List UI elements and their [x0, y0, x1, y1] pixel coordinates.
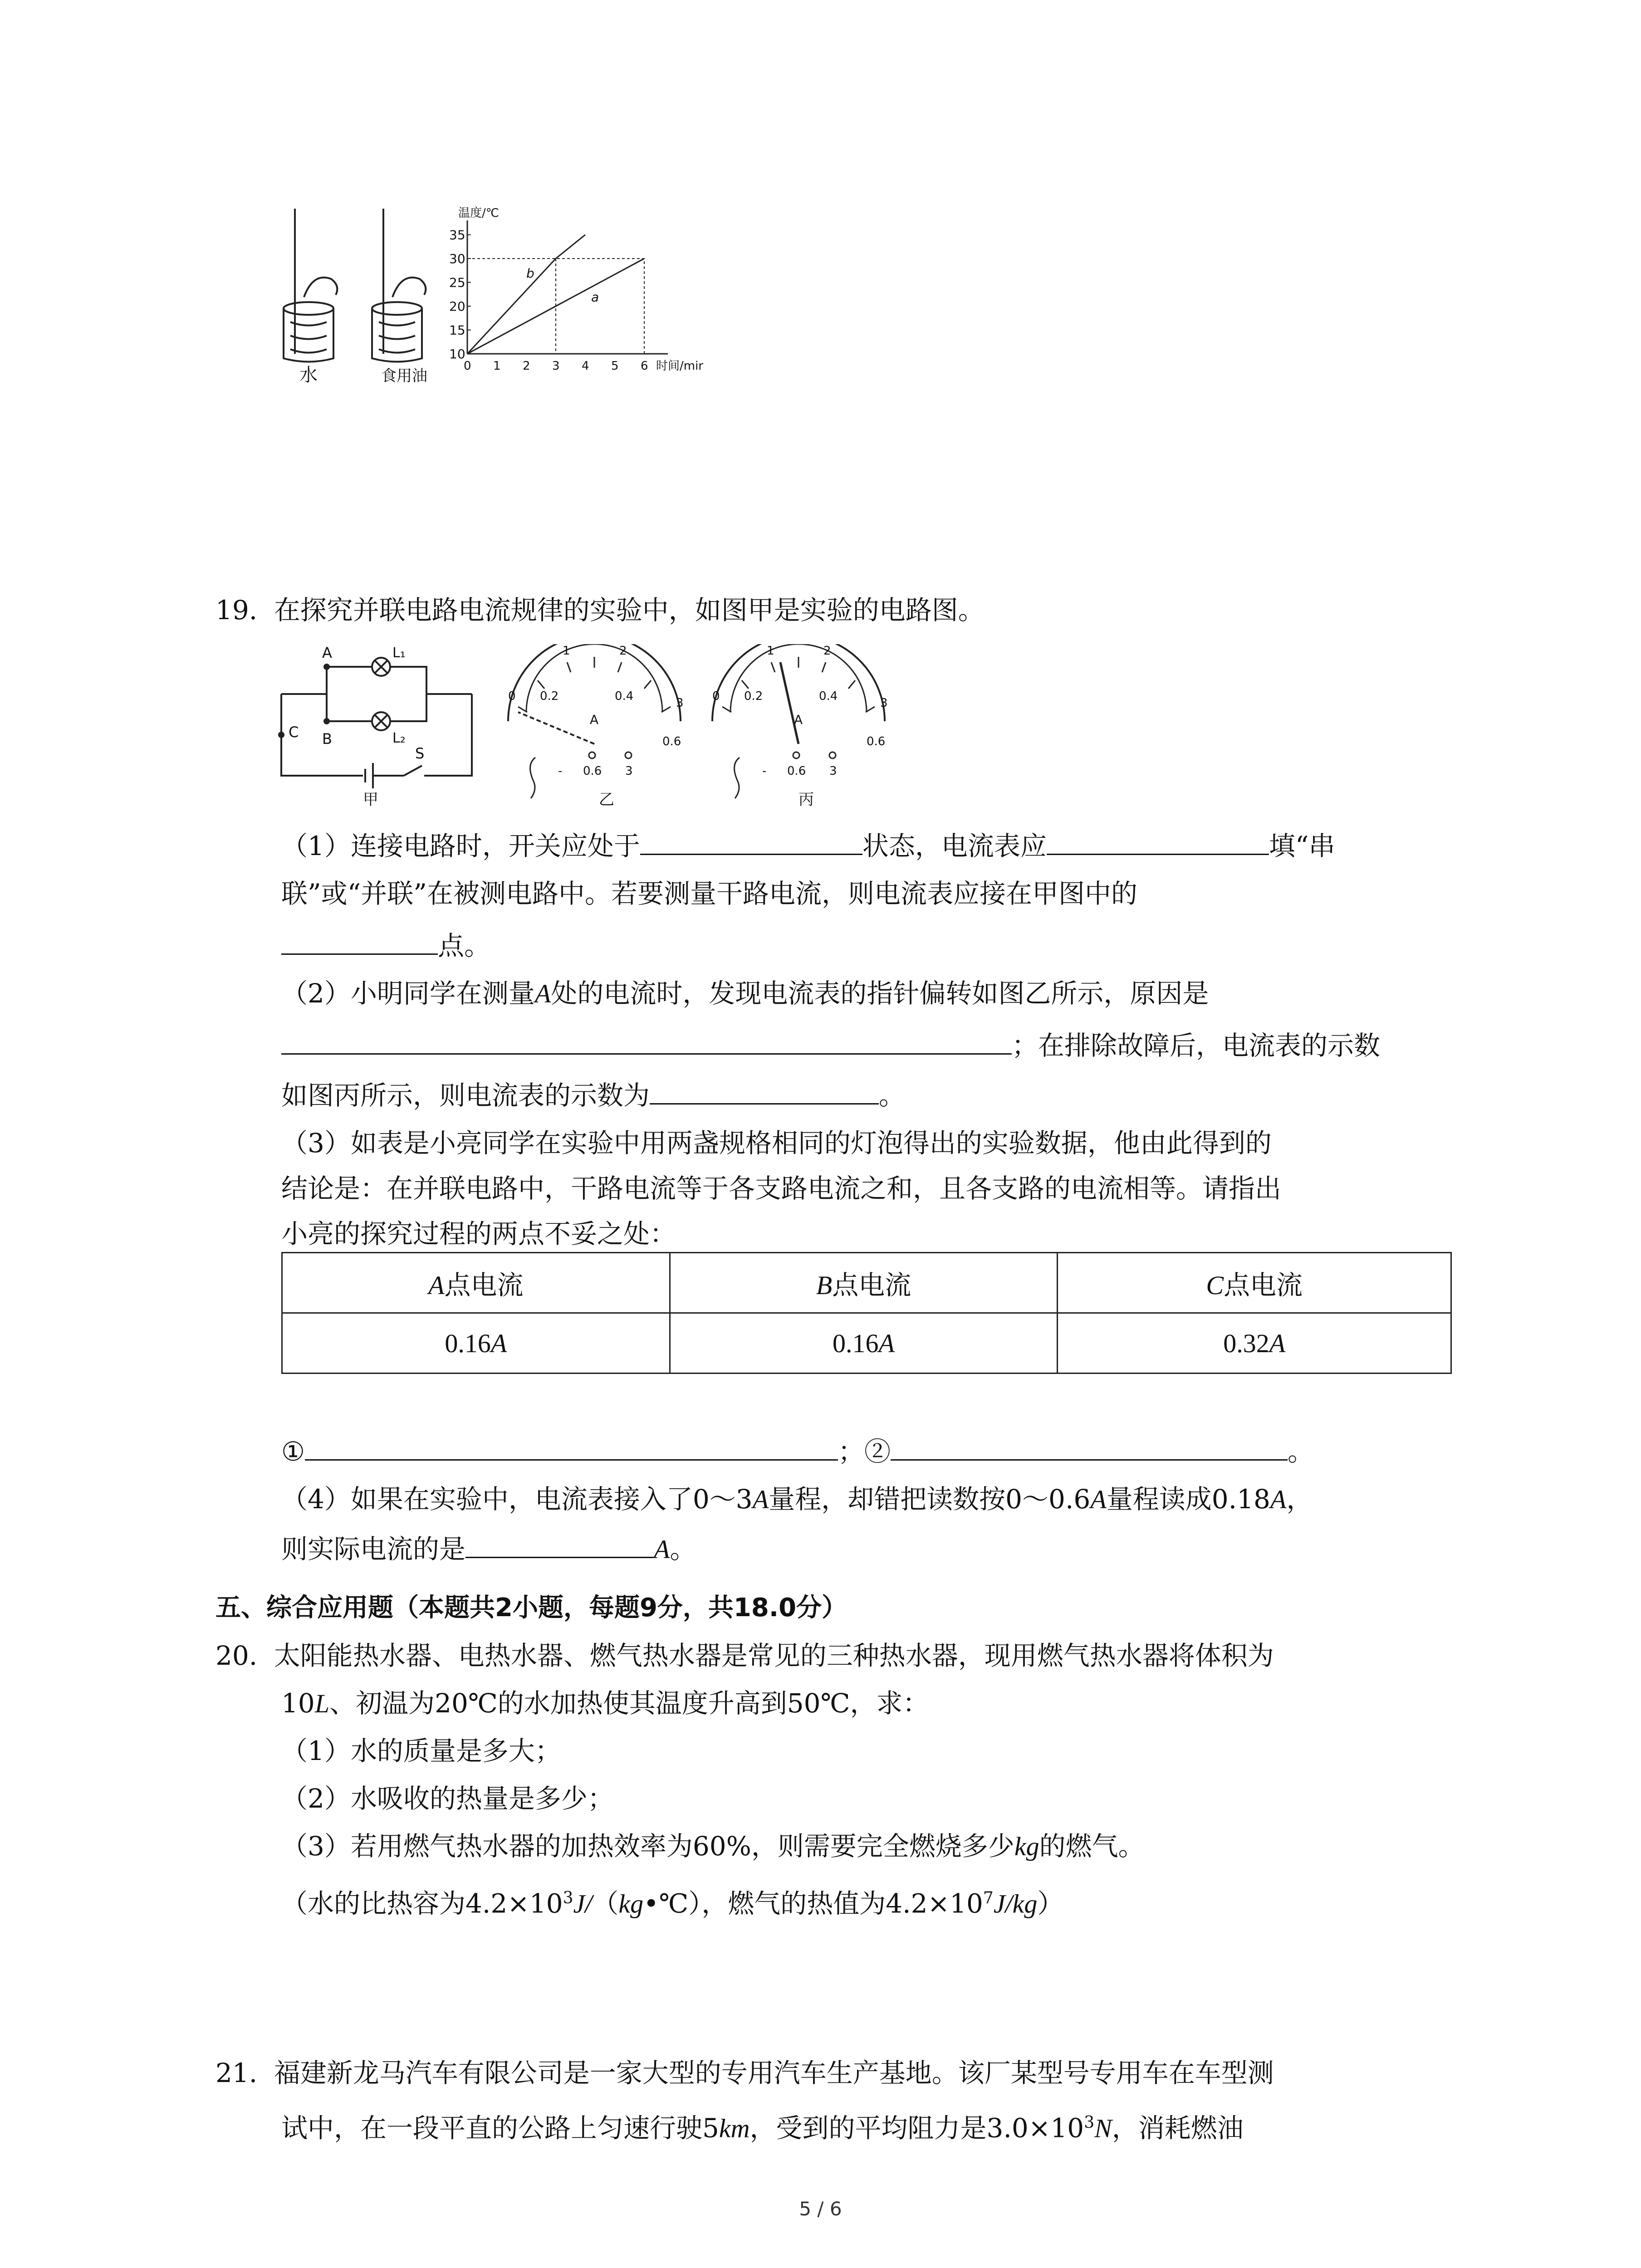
- answer-blank-actual-current[interactable]: [465, 1529, 654, 1558]
- ammeter-bing-tick-3: 3: [880, 696, 888, 710]
- table-row: [282, 1313, 1451, 1374]
- answer-end: 。: [1288, 1436, 1314, 1467]
- q19-part1-text-line2: 联”或“并联”在被测电路中。若要测量干路电流，则电流表应接在甲图中的: [281, 878, 1137, 909]
- x-tick-label: 2: [523, 359, 530, 373]
- beaker-water: [284, 209, 337, 362]
- table-cell: 0.16A: [670, 1313, 1058, 1374]
- q19-part2-text-line2: ；在排除故障后，电流表的示数: [1012, 1030, 1381, 1061]
- x-tick-label: 1: [493, 359, 501, 373]
- q19-part1-line3: [281, 925, 490, 964]
- ammeter-bing: [699, 644, 898, 807]
- temperature-graph: [449, 206, 703, 373]
- q20-number: 20.: [216, 1640, 258, 1671]
- q19-number: 19.: [216, 595, 258, 626]
- circuit-label-l1: L₁: [392, 645, 406, 661]
- y-axis-title: 温度/℃: [458, 206, 499, 220]
- ammeter-bing-tick-0: 0: [712, 689, 720, 703]
- x-axis-title: 时间/min: [656, 359, 703, 373]
- q21-line1: [216, 2055, 1274, 2091]
- answer-blank-reason[interactable]: [281, 1025, 1012, 1055]
- circuit-caption: 甲: [363, 791, 378, 809]
- ammeter-yi-caption: 乙: [599, 791, 614, 809]
- beaker-oil: [372, 209, 426, 362]
- q19-part3-text-line2: 结论是：在并联电路中，干路电流等于各支路电流之和，且各支路的电流相等。请指出: [281, 1173, 1282, 1204]
- q20-line2: 10L、初温为20℃的水加热使其温度升高到50℃，求：: [281, 1688, 929, 1719]
- q19-part4-line2: 则实际电流的是 A。: [281, 1529, 696, 1568]
- ammeter-bing-terminal-0.6: 0.6: [787, 764, 806, 778]
- answer-mark-1: ①: [281, 1436, 305, 1467]
- ammeter-yi-tick-3: 3: [676, 696, 684, 710]
- q19-part3-answers: [281, 1431, 1314, 1470]
- q19-part1-text-a: （1）连接电路时，开关应处于: [281, 831, 640, 861]
- q19-part1-text-line3: 点。: [438, 930, 491, 961]
- table-header-cell: B点电流: [670, 1253, 1058, 1313]
- q19-part4-text-end: 。: [670, 1534, 696, 1564]
- ammeter-bing-terminal-3: 3: [829, 764, 837, 778]
- ammeter-bing-tick-2: 2: [823, 644, 831, 658]
- ammeter-yi: [495, 644, 694, 807]
- q20-part1: （1）水的质量是多大；: [281, 1735, 561, 1766]
- answer-blank-flaw-1[interactable]: [305, 1431, 838, 1461]
- q20-line1: [216, 1637, 1274, 1674]
- q18-figure-drawing: [272, 200, 703, 399]
- q20-part2: （2）水吸收的热量是多少；: [281, 1783, 614, 1814]
- x-tick-label: 4: [582, 359, 589, 373]
- q19-part3-text-line1: （3）如表是小亮同学在实验中用两盏规格相同的灯泡得出的实验数据，他由此得到的: [281, 1128, 1272, 1158]
- table-cell: 0.32A: [1058, 1313, 1451, 1374]
- q19-part2-text-b: 处的电流时，发现电流表的指针偏转如图乙所示，原因是: [551, 978, 1209, 1009]
- q21-number: 21.: [216, 2058, 258, 2088]
- y-tick-label: 10: [449, 347, 465, 362]
- table-cell: 0.16A: [282, 1313, 670, 1374]
- ammeter-bing-terminal-neg: -: [762, 764, 767, 778]
- ammeter-yi-tick-2: 2: [619, 644, 627, 658]
- ammeter-bing-tick-0.4: 0.4: [819, 689, 838, 703]
- y-tick-label: 20: [449, 299, 465, 314]
- series-line-b: [467, 235, 585, 354]
- q19-part4-text-c: 量程读成0.18: [1106, 1484, 1270, 1515]
- q20-text-line1: 太阳能热水器、电热水器、燃气热水器是常见的三种热水器，现用燃气热水器将体积为: [274, 1640, 1274, 1671]
- answer-blank-ammeter-reading[interactable]: [650, 1075, 879, 1105]
- q19-part2-line1: [281, 975, 1209, 1012]
- circuit-label-s: S: [415, 745, 425, 762]
- current-data-table: [281, 1252, 1452, 1374]
- circuit-label-c: C: [289, 723, 299, 741]
- circuit-diagram-jia: [272, 644, 485, 807]
- q19-part1-line1: [281, 826, 1335, 864]
- ammeter-bing-caption: 丙: [798, 791, 814, 809]
- ammeter-yi-terminal-3: 3: [625, 764, 633, 778]
- q19-part4-text-b: 量程，却错把读数按0～0.6: [769, 1484, 1091, 1515]
- q19-part3-text-line3: 小亮的探究过程的两点不妥之处：: [281, 1218, 676, 1249]
- q19-part1-text-b: 状态，电流表应: [862, 831, 1047, 861]
- ammeter-yi-terminal-neg: -: [558, 764, 563, 778]
- q19-part4-text-a: （4）如果在实验中，电流表接入了0～3: [281, 1484, 753, 1515]
- q19-stem: [216, 592, 985, 628]
- q19-part2-text-line3: 如图丙所示，则电流表的示数为: [281, 1080, 650, 1111]
- q19-part4-text-d: ，: [1286, 1484, 1313, 1515]
- q19-stem-text: 在探究并联电路电流规律的实验中，如图甲是实验的电路图。: [274, 595, 985, 626]
- y-tick-label: 25: [449, 275, 465, 290]
- table-header-row: [282, 1253, 1451, 1313]
- q19-part2-line2: [281, 1025, 1380, 1064]
- q18-figure: [272, 200, 703, 399]
- ammeter-yi-terminal-0.6: 0.6: [583, 764, 602, 778]
- x-tick-label: 6: [641, 359, 648, 373]
- q19-part3-line2: [281, 1170, 1281, 1207]
- table-header-cell: C点电流: [1058, 1253, 1451, 1313]
- page-number: 5 / 6: [799, 2198, 842, 2220]
- q20-part3: （3）若用燃气热水器的加热效率为60%，则需要完全燃烧多少kg的燃气。: [281, 1831, 1145, 1862]
- x-tick-label: 3: [552, 359, 560, 373]
- series-label-a: a: [591, 289, 599, 305]
- q19-part3-line3: [281, 1216, 676, 1252]
- answer-blank-ammeter-connection[interactable]: [1047, 826, 1269, 855]
- beaker-water-label: 水: [299, 365, 318, 386]
- beaker-oil-label: 食用油: [381, 367, 427, 385]
- section-5-heading: 五、综合应用题（本题共2小题，每题9分，共18.0分）: [216, 1593, 847, 1623]
- ammeter-yi-tick-1: 1: [563, 644, 570, 658]
- ammeter-yi-tick-0.6: 0.6: [662, 735, 681, 748]
- q21-line2: 试中，在一段平直的公路上匀速行驶5km，受到的平均阻力是$3.0\times 10^3N$，消耗燃油: [281, 2112, 1244, 2144]
- q19-part2-var: A: [534, 979, 551, 1008]
- q21-text-line1: 福建新龙马汽车有限公司是一家大型的专用汽车生产基地。该厂某型号专用车在车型测: [274, 2058, 1274, 2088]
- ammeter-yi-tick-0.4: 0.4: [615, 689, 634, 703]
- circuit-label-a: A: [322, 644, 332, 661]
- answer-blank-trunk-point[interactable]: [281, 925, 438, 955]
- ammeter-bing-tick-1: 1: [767, 644, 774, 658]
- answer-blank-flaw-2[interactable]: [891, 1431, 1288, 1461]
- ammeter-yi-unit: A: [590, 712, 599, 727]
- x-tick-label: 5: [611, 359, 619, 373]
- q19-part3-line1: [281, 1125, 1272, 1161]
- q19-part4-text-line2: 则实际电流的是: [281, 1534, 466, 1564]
- y-tick-label: 15: [449, 323, 465, 338]
- y-tick-label: 30: [449, 251, 465, 266]
- table-header-cell: A点电流: [282, 1253, 670, 1313]
- circuit-drawing: [272, 644, 485, 807]
- y-tick-label: 35: [449, 227, 465, 243]
- q19-part2-text-end: 。: [879, 1080, 906, 1111]
- answer-blank-switch-state[interactable]: [640, 826, 862, 855]
- q20-note: （水的比热容为$4.2\times 10^3J/(kg•℃)$，燃气的热值为$4.2\times 10^7J/kg$）: [281, 1888, 1064, 1919]
- q19-part1-text-c: 填“串: [1269, 831, 1335, 861]
- ammeter-bing-tick-0.6: 0.6: [867, 735, 886, 748]
- ammeter-bing-tick-0.2: 0.2: [744, 689, 763, 703]
- x-tick-label: 0: [464, 359, 471, 373]
- answer-mark-2: ；②: [838, 1436, 891, 1467]
- series-label-b: b: [526, 266, 534, 281]
- ammeter-yi-tick-0.2: 0.2: [540, 689, 559, 703]
- q19-part4-line1: （4）如果在实验中，电流表接入了0～3A量程，却错把读数按0～0.6A量程读成0.18A，: [281, 1484, 1313, 1515]
- ammeter-yi-tick-0: 0: [508, 689, 516, 703]
- q19-part2-line3: [281, 1075, 905, 1114]
- circuit-label-b: B: [322, 730, 332, 748]
- q19-part1-line2: [281, 875, 1137, 912]
- ammeter-bing-unit: A: [794, 712, 803, 727]
- q19-part2-text-a: （2）小明同学在测量: [281, 978, 535, 1009]
- circuit-label-l2: L₂: [392, 730, 406, 746]
